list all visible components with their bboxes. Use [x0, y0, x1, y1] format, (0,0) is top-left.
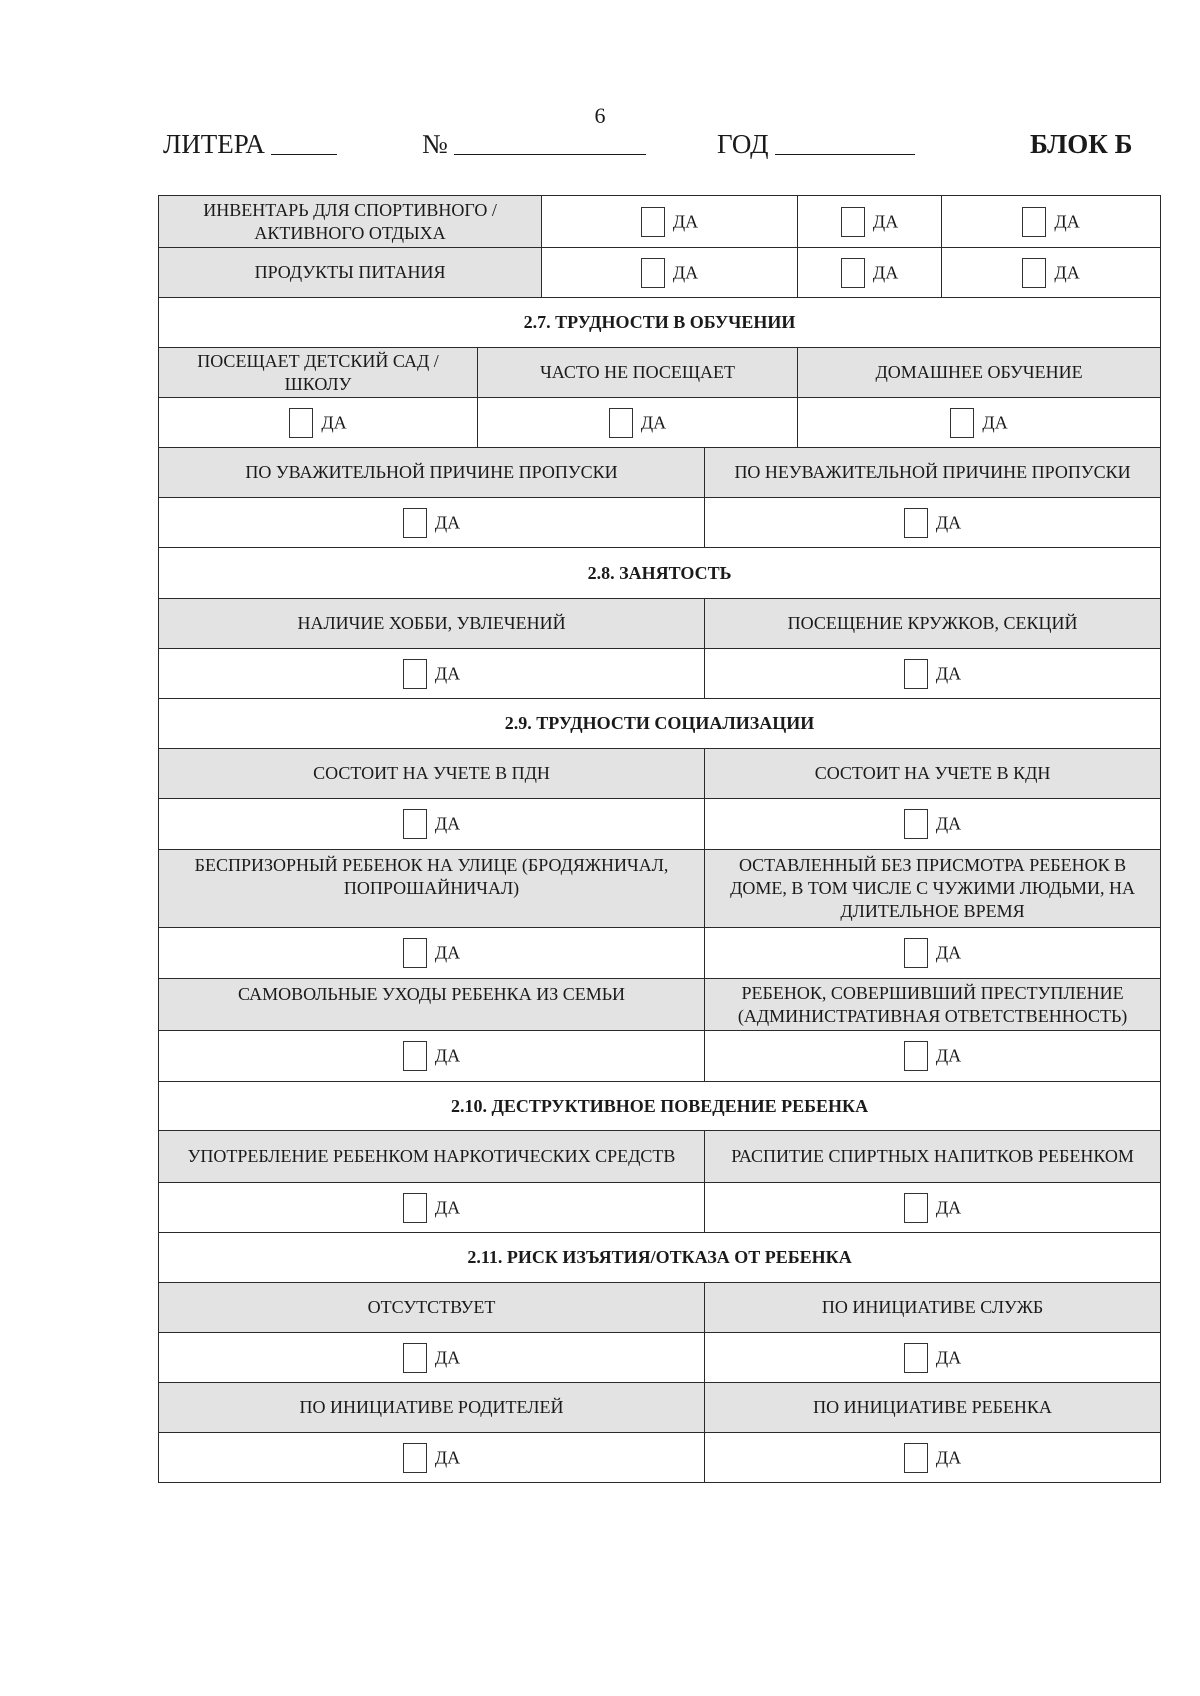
field-label: ПО ИНИЦИАТИВЕ РЕБЕНКА [705, 1383, 1161, 1433]
checkbox[interactable] [904, 1193, 928, 1223]
field-label: ПО ИНИЦИАТИВЕ РОДИТЕЛЕЙ [159, 1383, 705, 1433]
field-label: ПО УВАЖИТЕЛЬНОЙ ПРИЧИНЕ ПРОПУСКИ [159, 448, 705, 498]
checkbox-cell [159, 398, 478, 448]
field-label: НАЛИЧИЕ ХОББИ, УВЛЕЧЕНИЙ [159, 599, 705, 649]
checkbox-cell [159, 649, 705, 699]
litera-input[interactable] [271, 130, 337, 155]
checkbox[interactable] [1022, 207, 1046, 237]
checkbox[interactable] [403, 1343, 427, 1373]
checkbox-cell [705, 1333, 1161, 1383]
checkbox[interactable] [403, 1443, 427, 1473]
field-label: БЕСПРИЗОРНЫЙ РЕБЕНОК НА УЛИЦЕ (БРОДЯЖНИЧАЛ, ПОПРОШАЙНИЧАЛ) [159, 850, 705, 928]
checkbox[interactable] [904, 508, 928, 538]
year-field [717, 128, 915, 160]
checkbox[interactable] [904, 938, 928, 968]
number-field [422, 128, 646, 160]
checkbox-cell [542, 248, 798, 298]
field-label: ПОСЕЩАЕТ ДЕТСКИЙ САД / ШКОЛУ [159, 348, 478, 398]
checkbox-cell [705, 649, 1161, 699]
yes-label: ДА [935, 663, 962, 683]
checkbox-cell [942, 196, 1161, 248]
yes-label: ДА [935, 512, 962, 532]
checkbox-cell [159, 1183, 705, 1233]
yes-label: ДА [434, 1045, 461, 1066]
block-label: БЛОК Б [1030, 129, 1133, 159]
checkbox-cell [705, 1183, 1161, 1233]
checkbox-cell [942, 248, 1161, 298]
year-input[interactable] [775, 130, 915, 155]
field-label: САМОВОЛЬНЫЕ УХОДЫ РЕБЕНКА ИЗ СЕМЬИ [159, 979, 705, 1031]
checkbox[interactable] [904, 1443, 928, 1473]
yes-label: ДА [434, 1447, 461, 1467]
field-label: ПО НЕУВАЖИТЕЛЬНОЙ ПРИЧИНЕ ПРОПУСКИ [705, 448, 1161, 498]
yes-label: ДА [935, 1347, 962, 1367]
row-label: ПРОДУКТЫ ПИТАНИЯ [159, 248, 542, 298]
form-table [158, 195, 1161, 1483]
section-title: 2.8. ЗАНЯТОСТЬ [159, 548, 1161, 599]
yes-label: ДА [434, 813, 461, 834]
checkbox-cell [798, 398, 1161, 448]
checkbox-cell [705, 799, 1161, 850]
field-label: ОТСУТСТВУЕТ [159, 1283, 705, 1333]
yes-label: ДА [935, 942, 962, 963]
yes-label: ДА [672, 211, 699, 231]
checkbox[interactable] [403, 1193, 427, 1223]
section-title: 2.10. ДЕСТРУКТИВНОЕ ПОВЕДЕНИЕ РЕБЕНКА [159, 1082, 1161, 1131]
checkbox-cell [542, 196, 798, 248]
checkbox-cell [798, 248, 942, 298]
field-label: ПОСЕЩЕНИЕ КРУЖКОВ, СЕКЦИЙ [705, 599, 1161, 649]
yes-label: ДА [321, 412, 347, 432]
checkbox[interactable] [403, 938, 427, 968]
checkbox[interactable] [904, 659, 928, 689]
row-label: ИНВЕНТАРЬ ДЛЯ СПОРТИВНОГО / АКТИВНОГО ОТДЫХА [159, 196, 542, 248]
checkbox[interactable] [950, 408, 974, 438]
checkbox[interactable] [904, 1343, 928, 1373]
yes-label: ДА [935, 1197, 962, 1217]
yes-label: ДА [982, 412, 1008, 432]
field-label: РЕБЕНОК, СОВЕРШИВШИЙ ПРЕСТУПЛЕНИЕ (АДМИНИСТРАТИВНАЯ ОТВЕТСТВЕННОСТЬ) [705, 979, 1161, 1031]
field-label: ОСТАВЛЕННЫЙ БЕЗ ПРИСМОТРА РЕБЕНОК В ДОМЕ, В ТОМ ЧИСЛЕ С ЧУЖИМИ ЛЮДЬМИ, НА ДЛИТЕЛЬНОЕ ВРЕМЯ [705, 850, 1161, 928]
litera-label: ЛИТЕРА [163, 129, 265, 159]
checkbox[interactable] [904, 1041, 928, 1071]
yes-label: ДА [1054, 262, 1080, 282]
yes-label: ДА [434, 1347, 461, 1367]
yes-label: ДА [935, 813, 962, 834]
yes-label: ДА [872, 262, 899, 282]
checkbox[interactable] [289, 408, 313, 438]
yes-label: ДА [935, 1447, 962, 1467]
field-label: РАСПИТИЕ СПИРТНЫХ НАПИТКОВ РЕБЕНКОМ [705, 1131, 1161, 1183]
yes-label: ДА [935, 1045, 962, 1066]
year-label: ГОД [717, 129, 769, 159]
yes-label: ДА [872, 211, 899, 231]
checkbox[interactable] [841, 207, 865, 237]
checkbox-cell [159, 1433, 705, 1483]
checkbox-cell [705, 1031, 1161, 1082]
page-number: 6 [594, 103, 606, 128]
section-title: 2.9. ТРУДНОСТИ СОЦИАЛИЗАЦИИ [159, 699, 1161, 749]
field-label: СОСТОИТ НА УЧЕТЕ В КДН [705, 749, 1161, 799]
number-input[interactable] [454, 130, 646, 155]
checkbox-cell [478, 398, 798, 448]
checkbox-cell [159, 799, 705, 850]
checkbox[interactable] [904, 809, 928, 839]
yes-label: ДА [672, 262, 699, 282]
field-label: УПОТРЕБЛЕНИЕ РЕБЕНКОМ НАРКОТИЧЕСКИХ СРЕДСТВ [159, 1131, 705, 1183]
checkbox[interactable] [841, 258, 865, 288]
yes-label: ДА [1054, 211, 1080, 231]
checkbox[interactable] [403, 508, 427, 538]
section-title: 2.11. РИСК ИЗЪЯТИЯ/ОТКАЗА ОТ РЕБЕНКА [159, 1233, 1161, 1283]
checkbox-cell [705, 1433, 1161, 1483]
checkbox[interactable] [403, 659, 427, 689]
checkbox-cell [705, 928, 1161, 979]
field-label: ПО ИНИЦИАТИВЕ СЛУЖБ [705, 1283, 1161, 1333]
checkbox[interactable] [641, 258, 665, 288]
yes-label: ДА [434, 663, 461, 683]
litera-field [163, 128, 337, 160]
checkbox-cell [159, 498, 705, 548]
checkbox-cell [798, 196, 942, 248]
checkbox[interactable] [641, 207, 665, 237]
checkbox[interactable] [403, 809, 427, 839]
field-label: СОСТОИТ НА УЧЕТЕ В ПДН [159, 749, 705, 799]
checkbox-cell [159, 1333, 705, 1383]
checkbox[interactable] [1022, 258, 1046, 288]
checkbox-cell [159, 928, 705, 979]
section-title: 2.7. ТРУДНОСТИ В ОБУЧЕНИИ [159, 298, 1161, 348]
field-label: ДОМАШНЕЕ ОБУЧЕНИЕ [798, 348, 1161, 398]
field-label: ЧАСТО НЕ ПОСЕЩАЕТ [478, 348, 798, 398]
checkbox-cell [159, 1031, 705, 1082]
checkbox[interactable] [403, 1041, 427, 1071]
checkbox-cell [705, 498, 1161, 548]
yes-label: ДА [434, 942, 461, 963]
checkbox[interactable] [609, 408, 633, 438]
yes-label: ДА [640, 412, 667, 432]
yes-label: ДА [434, 1197, 461, 1217]
yes-label: ДА [434, 512, 461, 532]
number-label: № [422, 129, 448, 159]
